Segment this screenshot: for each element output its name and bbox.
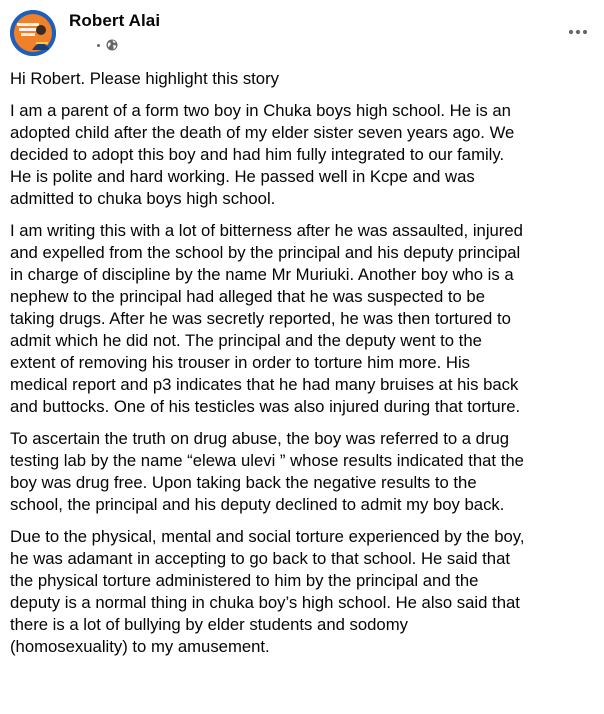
- post-text-line: boy was drug free. Upon taking back the negative results to the: [10, 473, 477, 492]
- post-text-line: deputy is a normal thing in chuka boy’s high school. He also said that: [10, 593, 520, 612]
- post-text-line: He is polite and hard working. He passed well in Kcpe and was: [10, 167, 475, 186]
- post-text-line: admitted to chuka boys high school.: [10, 189, 276, 208]
- post-meta: [69, 36, 118, 54]
- post-paragraph: [10, 68, 596, 90]
- post-text-line: nephew to the principal had alleged that he was suspected to be: [10, 287, 485, 306]
- post-text-line: adopted child after the death of my elder sister seven years ago. We: [10, 123, 515, 142]
- post-text-line: Hi Robert. Please highlight this story: [10, 69, 279, 88]
- post-paragraph: [10, 220, 596, 418]
- more-options-icon: [568, 29, 588, 35]
- post-text-line: decided to adopt this boy and had him fully integrated to our family.: [10, 145, 505, 164]
- post-text-line: the physical torture administered to him by the principal and the: [10, 571, 479, 590]
- post-text-line: in charge of discipline by the name Mr Muriuki. Another boy who is a: [10, 265, 514, 284]
- author-avatar[interactable]: [10, 10, 56, 56]
- post-text-line: there is a lot of bullying by elder students and sodomy: [10, 615, 408, 634]
- post-text-line: and expelled from the school by the principal and his deputy principal: [10, 243, 521, 262]
- post-paragraph: [10, 100, 596, 210]
- meta-separator: [97, 44, 100, 47]
- more-options-button[interactable]: [564, 18, 592, 46]
- post-text-line: I am writing this with a lot of bitterness after he was assaulted, injured: [10, 221, 523, 240]
- post-text-line: school, the principal and his deputy declined to admit my boy back.: [10, 495, 505, 514]
- post-text-line: extent of removing his trouser in order to torture him more. His: [10, 353, 471, 372]
- post-text-line: admit which he did not. The principal and the deputy went to the: [10, 331, 482, 350]
- post-text-line: To ascertain the truth on drug abuse, the boy was referred to a drug: [10, 429, 510, 448]
- post-text-line: medical report and p3 indicates that he had many bruises at his back: [10, 375, 519, 394]
- post-text-line: Due to the physical, mental and social torture experienced by the boy,: [10, 527, 525, 546]
- post-text-line: (homosexuality) to my amusement.: [10, 637, 270, 656]
- post-paragraph: [10, 428, 596, 516]
- post-text-line: I am a parent of a form two boy in Chuka boys high school. He is an: [10, 101, 511, 120]
- post-timestamp[interactable]: [69, 40, 97, 50]
- profile-photo-icon: [10, 10, 56, 56]
- post-text-line: and buttocks. One of his testicles was also injured during that torture.: [10, 397, 521, 416]
- post-text-line: taking drugs. After he was secretly reported, he was then tortured to: [10, 309, 511, 328]
- author-name[interactable]: Robert Alai: [69, 11, 161, 30]
- post-text-line: he was adamant in accepting to go back to that school. He said that: [10, 549, 511, 568]
- post-paragraph: [10, 526, 596, 658]
- globe-icon[interactable]: [106, 39, 118, 51]
- post-text: [10, 68, 596, 668]
- post-header: [10, 10, 594, 58]
- post-text-line: testing lab by the name “elewa ulevi ” whose results indicated that the: [10, 451, 524, 470]
